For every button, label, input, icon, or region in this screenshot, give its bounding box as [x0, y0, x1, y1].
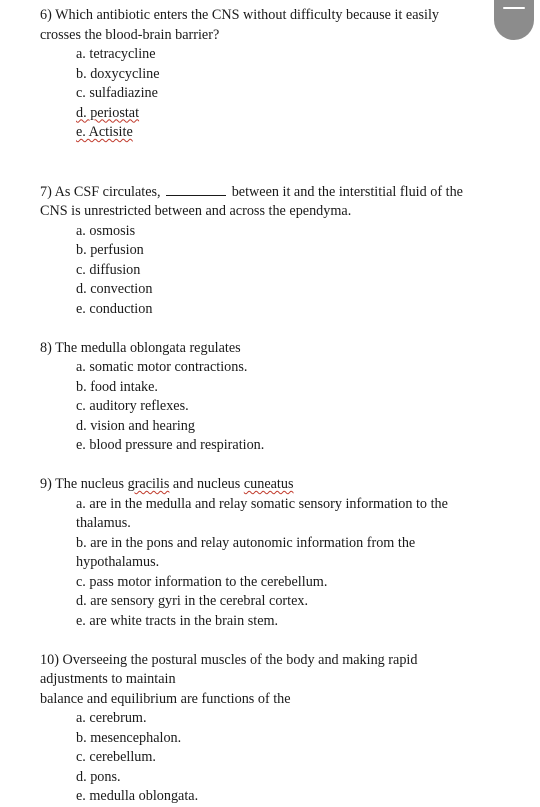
options-list [40, 222, 490, 320]
option-e [76, 123, 490, 143]
option-c: c. sulfadiazine [76, 85, 158, 101]
question-6 [40, 6, 490, 143]
option-b-cont: hypothalamus. [76, 554, 160, 570]
question-stem-line [40, 182, 490, 203]
option-a: a. somatic motor contractions. [76, 359, 248, 375]
option-c: c. pass motor information to the cerebellum. [76, 573, 328, 590]
option-d [76, 104, 490, 124]
question-8 [40, 339, 490, 456]
option-a-cont: thalamus. [76, 515, 131, 531]
question-9 [40, 475, 490, 631]
question-stem-line: 6) Which antibiotic enters the CNS without difficulty because it easily [40, 7, 440, 23]
option-a: a. are in the medulla and relay somatic sensory information to the [76, 495, 448, 512]
option-d: d. convection [76, 281, 153, 297]
question-stem-line: CNS is unrestricted between and across the ependyma. [40, 203, 352, 219]
option-e-text: e. Actisite [76, 124, 133, 140]
answer-blank [166, 182, 226, 196]
option-d: d. are sensory gyri in the cerebral cortex. [76, 593, 309, 609]
option-c: c. diffusion [76, 261, 141, 278]
option-b: b. food intake. [76, 378, 158, 395]
stem-part: 9) The nucleus [40, 476, 128, 492]
option-b: b. perfusion [76, 242, 144, 258]
scroll-handle[interactable] [494, 0, 534, 40]
option-c: c. cerebellum. [76, 749, 156, 765]
options-list [40, 495, 490, 632]
question-10 [40, 651, 490, 807]
question-7 [40, 182, 490, 320]
options-list [40, 709, 490, 807]
option-a: a. osmosis [76, 222, 136, 239]
option-b: b. mesencephalon. [76, 729, 182, 746]
option-c: c. auditory reflexes. [76, 398, 189, 414]
question-stem-line: 10) Overseeing the postural muscles of the body and making rapid [40, 651, 418, 668]
option-e: e. medulla oblongata. [76, 788, 199, 804]
question-stem-line: crosses the blood-brain barrier? [40, 26, 220, 43]
question-stem-line: 8) The medulla oblongata regulates [40, 339, 241, 356]
handle-bar-icon [503, 7, 525, 9]
question-stem-line: adjustments to maintain [40, 671, 176, 687]
option-a: a. tetracycline [76, 46, 156, 62]
options-list [40, 358, 490, 456]
option-e: e. blood pressure and respiration. [76, 437, 265, 453]
option-b: b. are in the pons and relay autonomic information from the [76, 534, 416, 551]
options-list [40, 45, 490, 143]
stem-before-blank: 7) As CSF circulates, [40, 183, 161, 200]
stem-part: and nucleus [169, 476, 244, 492]
option-d-text: d. periostat [76, 104, 140, 121]
option-a: a. cerebrum. [76, 710, 147, 726]
question-stem-line [40, 475, 490, 495]
stem-term-gracilis: gracilis [127, 476, 170, 492]
stem-after-blank: between it and the interstitial fluid of the [231, 183, 463, 200]
stem-term-cuneatus: cuneatus [243, 476, 294, 492]
option-d: d. vision and hearing [76, 417, 195, 434]
document-page [40, 6, 490, 807]
option-d: d. pons. [76, 768, 121, 785]
option-b: b. doxycycline [76, 65, 160, 82]
question-stem-line: balance and equilibrium are functions of the [40, 690, 291, 707]
option-e: e. conduction [76, 300, 153, 317]
option-e: e. are white tracts in the brain stem. [76, 612, 279, 629]
